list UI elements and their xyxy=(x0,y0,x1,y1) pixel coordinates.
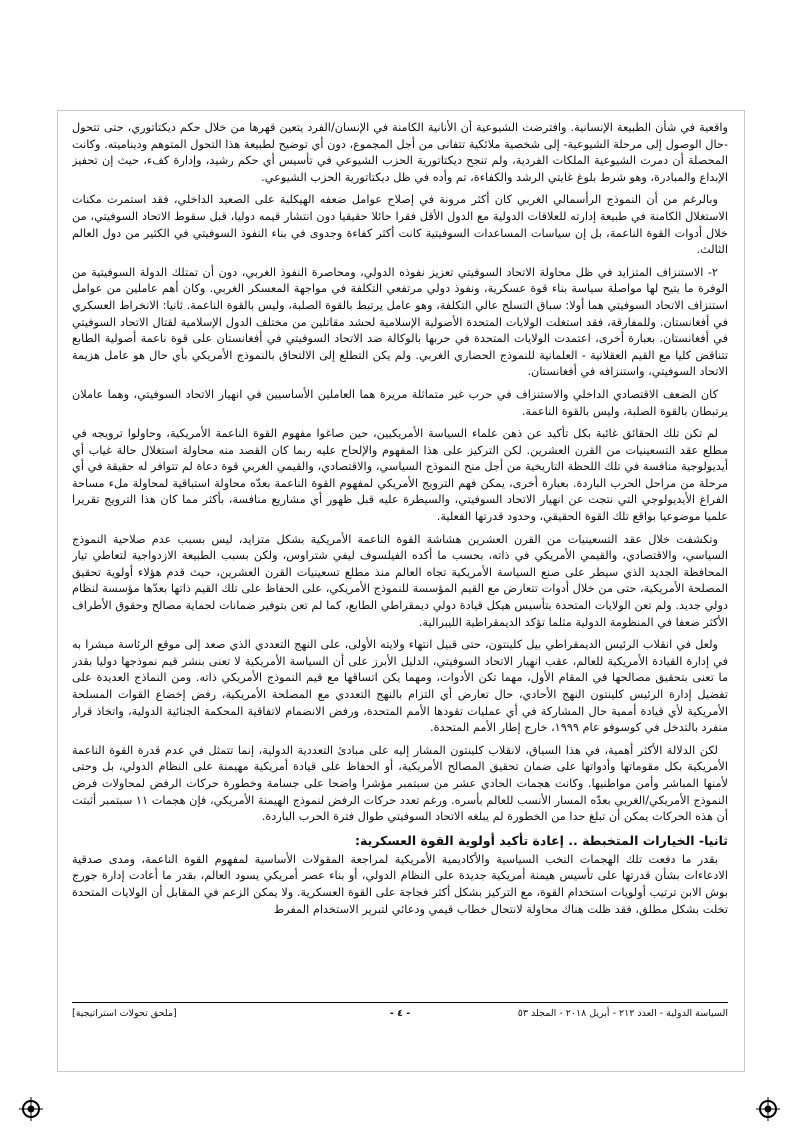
footer-journal-info: السياسة الدولية - العدد ٢١٢ - أبريل ٢٠١٨ - المجلد ٥٣ xyxy=(517,1008,728,1019)
registration-mark-icon xyxy=(759,1100,777,1118)
paragraph: ٢- الاستنزاف المتزايد في ظل محاولة الاتحاد السوفيتي تعزيز نفوذه الدولي، ومحاصرة النفوذ الغربي، دون أن تمتلك الدولة السوفيتية من الوفرة ما يتيح لها مواصلة سياسة بناء قوة عسكرية، ونفوذ دولي مرتفعي التكلفة في مواجهة المعسكر الغربي. وكان أهم عاملين من عوامل استنزاف الاتحاد السوفيتي هما أولا: سباق التسلح عالي التكلفة، وهو عامل يرتبط بالقوة الصلبة، وليس بالقوة الناعمة. ثانيا: الانخراط العسكري في أفغانستان. وللمفارقة، فقد استغلت الولايات المتحدة الأصولية الإسلامية لحشد مقاتلين من مختلف الدول الإسلامية لقتال الاتحاد السوفيتي في أفغانستان. بعبارة أخرى، اعتمدت الولايات المتحدة في حربها بالوكالة ضد الاتحاد السوفيتي في أفغانستان على قوة ناعمة أصولية الطابع تتناقض كليا مع القيم العقلانية - العلمانية للنموذج الحضاري الغربي. ولم يكن التطلع إلى الالتحاق بالنموذج الأمريكي بأي حال هو عامل هزيمة الاتحاد السوفيتي، واستنزافه في أفغانستان. xyxy=(72,265,728,379)
page-footer xyxy=(72,1002,728,1019)
footer-page-number: - ٤ - xyxy=(389,1008,411,1019)
footer-supplement: [ملحق تحولات استراتيجية] xyxy=(72,1008,177,1019)
paragraph: وبالرغم من أن النموذج الرأسمالي الغربي كان أكثر مرونة في إصلاح عوامل ضعفه الهيكلية على الصعيد الداخلي، فقد استمرت مكنات الاستغلال الكامنة في طبيعة إدارته للعلاقات الدولية مع الدول الأقل فقرا حائلا حقيقيا دون انتشار قيمه دوليا، قبل سقوط الاتحاد السوفيتي، من خلال أدوات القوة الناعمة، بل إن سياسات المساعدات السوفيتية كانت أكثر كفاءة وجدوى في بناء النفوذ السوفيتي في الكثير من دول العالم الثالث. xyxy=(72,193,728,257)
paragraph: وتكشفت خلال عقد التسعينيات من القرن العشرين هشاشة القوة الناعمة الأمريكية بشكل متزايد، ليس بسبب عدم صلاحية النموذج السياسي، والاقتصادي، والقيمي الأمريكي في ذاته، بحسب ما أكده الفيلسوف ليفي شتراوس، ولكن بسبب الطبيعة الازدواجية لتعاطي تيار المحافظة الجديد الذي سيطر على صنع السياسة الأمريكية تجاه العالم منذ مطلع تسعينيات القرن العشرين، حيث قدم هؤلاء أولوية تحقيق المصلحة الأمريكية، حتى من خلال أدوات تتعارض مع القيم المؤسسة للنموذج الأمريكي، على الحفاظ على تلك القيم ذاتها بعدّها مؤسسة لنظام دولي جديد. ولم تعن الولايات المتحدة بتأسيس هيكل قيادة دولي ديمقراطي الطابع، كما لم تعن بتوفير ضمانات لحماية مصالح وحقوق الأطراف الأكثر ضعفا في المنظومة الدولية مثلما تؤكد الديمقراطية الليبرالية. xyxy=(72,532,728,629)
paragraph: لكن الدلالة الأكثر أهمية، في هذا السياق، لانقلاب كلينتون المشار إليه على مبادئ التعددية الدولية، إنما تتمثل في عدم قدرة القوة الناعمة الأمريكية بكل مقوماتها وأدواتها على ضمان تحقيق المصالح الأمريكية، أو الحفاظ على قيادة أمريكية مهيمنة على النظام الدولي، بل وحتى لأمنها المباشر وأمن مواطنيها. وكانت هجمات الحادي عشر من سبتمبر مؤشرا واضحا على جسامة وخطورة حركات الرفض لمحاولات فرض النموذج الأمريكي/الغربي بعدّه المسار الأنسب للعالم بأسره. ورغم تعدد حركات الرفض لنموذج الهيمنة الأمريكي، فإن هجمات ١١ سبتمبر أثبتت أن هذه الحركات يمكن أن تبلغ حدا من الخطورة لم يبلغه الاتحاد السوفيتي طوال فترة الحرب الباردة. xyxy=(72,743,728,824)
registration-mark-icon xyxy=(22,1100,40,1118)
article-body xyxy=(72,120,728,990)
paragraph: واقعية في شأن الطبيعة الإنسانية. وافترضت الشيوعية أن الأنانية الكامنة في الإنسان/الفرد يتعين قهرها من خلال حكم ديكتاتوري، حتى تتحول -حال الوصول إلى مرحلة الشيوعية- إلى شخصية ملائكية تتفانى من أجل المجموع، دون أي توضيح لطبيعة هذا التحول المتوهم وديناميته. وكانت المحصلة أن دمرت الشيوعية الملكات الفردية، ولم تنجح ديكتاتورية الحزب الشيوعي في تأسيس أي حكم رشيد، وإدارة كفء، حيث إن تحفيز الإبداع والمبادرة، وهو شرط بلوغ غايتي الرشد والكفاءة، تم وأده في ظل ديكتاتورية الحزب الشيوعي. xyxy=(72,121,728,184)
paragraph: بقدر ما دفعت تلك الهجمات النخب السياسية والأكاديمية الأمريكية لمراجعة المقولات الأساسية لمفهوم القوة الناعمة، ومدى صدقية الادعاءات بشأن قدرتها على تأسيس هيمنة أمريكية جديدة على النظام الدولي، أو بناء عصر أمريكي يسود العالم، بقدر ما أعادت إدارة جورج بوش الابن ترتيب أولويات استخدام القوة، مع التركيز بشكل أكثر فجاجة على القوة العسكرية. ولا يمكن الزعم في المقابل أن الولايات المتحدة تخلت بشكل مطلق، فقد ظلت هناك محاولة لانتحال خطاب قيمي ودعائي لتبرير الاستخدام المفرط xyxy=(72,852,728,916)
section-heading: ثانيا- الخيارات المتخبطة .. إعادة تأكيد أولوية القوة العسكرية: xyxy=(355,832,728,848)
paragraph: ولعل في انقلاب الرئيس الديمقراطي بيل كلينتون، حتى قبيل انتهاء ولايته الأولى، على النهج التعددي الذي صعد إلى موقع الرئاسة مبشرا به في إدارة القيادة الأمريكية للعالم، عقب انهيار الاتحاد السوفيتي، الدليل الأبرز على أن السياسة الأمريكية لا تعنى بنشر قيم نموذجها دوليا بقدر ما تعنى بتحقيق مصالحها في المقام الأول، مهما تكن الأدوات، ومهما يكن اتساقها مع قيم النموذج الأمريكي ذاته. ومن النماذج العديدة على تفضيل إدارة الرئيس كلينتون النهج الأحادي، حال تعارض أي التزام بالنهج التعددي مع المصلحة الأمريكية، رفض إخضاع القوات المسلحة الأمريكية لأي قيادة أممية حال المشاركة في أي عمليات تقودها الأمم المتحدة، ورفض الانضمام لاتفاقية المحكمة الجنائية الدولية، واتخاذ قرار منفرد بالتدخل في كوسوفو عام ١٩٩٩، خارج إطار الأمم المتحدة. xyxy=(72,638,728,735)
paragraph: كان الضعف الاقتصادي الداخلي والاستنزاف في حرب غير متماثلة مريرة هما العاملين الأساسيين في انهيار الاتحاد السوفيتي، وهما عاملان يرتبطان بالقوة الصلبة، وليس بالقوة الناعمة. xyxy=(72,387,728,418)
paragraph: لم تكن تلك الحقائق غائبة بكل تأكيد عن ذهن علماء السياسة الأمريكيين، حين صاغوا مفهوم القوة الناعمة الأمريكية، وحاولوا ترويجه في مطلع عقد التسعينيات من القرن العشرين. لكن التركيز على هذا المفهوم والإلحاح عليه ربما كان القصد منه محاولة استغلال حالة غياب أي أيديولوجية منافسة في تلك اللحظة التاريخية من أجل منح النموذج السياسي، والاقتصادي، والقيمي الغربي قوة دعاة لم تتوافر له حقيقة في أي مرحلة من مراحل الحرب الباردة. بعبارة أخرى، يمكن فهم الترويج الأمريكي لمفهوم القوة الناعمة بعدّه محاولة استباقية لمحاولة ملء مساحة الفراغ الأيديولوجي التي نتجت عن انهيار الاتحاد السوفيتي، والسيطرة عليه قبل ظهور أي مشاريع منافسة، بأكثر مما كان هذا الترويج تقريرا علميا موضوعيا بواقع تلك القوة الحقيقي، وحدود قدرتها الفعلية. xyxy=(72,427,728,524)
